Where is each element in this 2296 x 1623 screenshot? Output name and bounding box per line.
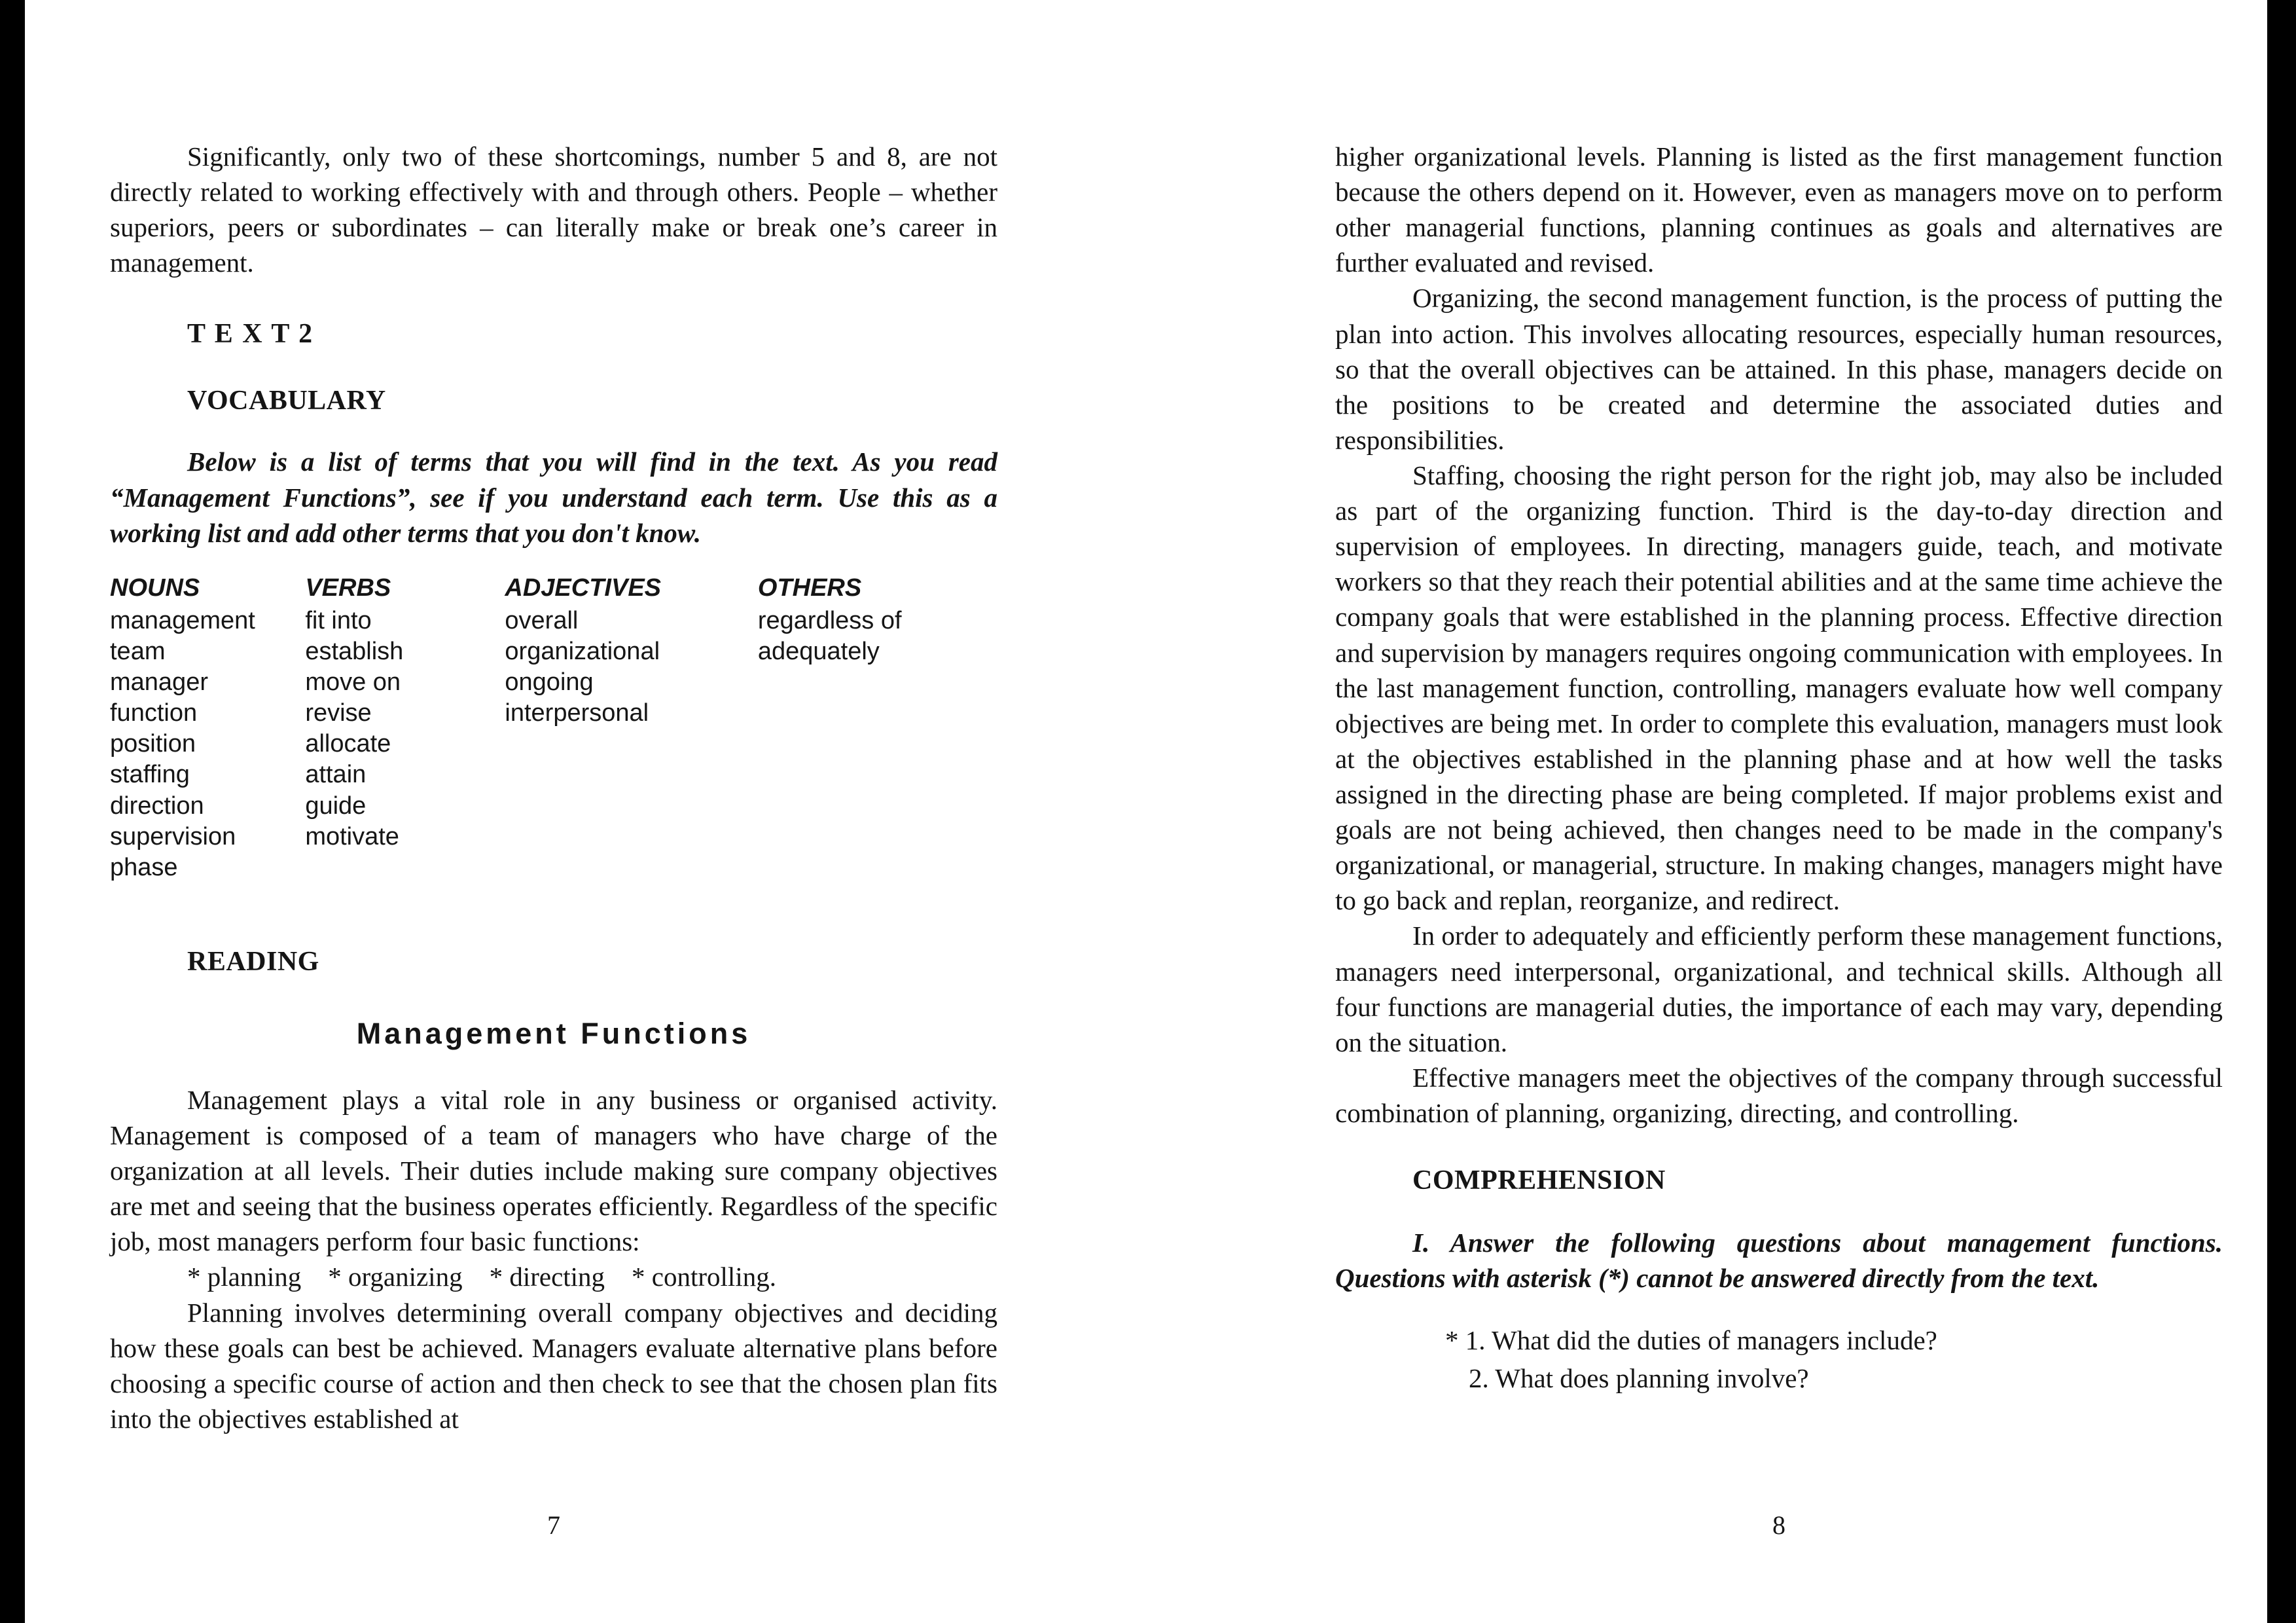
continuation-paragraph: Significantly, only two of these shortcomings, number 5 and 8, are not directly related to working effectively with and through others. People – whether superiors, peers or subordinates – can literally make or break one’s career in management. [110, 141, 997, 278]
page-number-left: 7 [547, 1510, 560, 1540]
vocab-item: establish [305, 637, 404, 665]
vocab-item: team [110, 637, 166, 665]
paragraph: In order to adequately and efficiently perform these management functions, managers need interpersonal, organizational, and technical skills. Although all four functions are managerial duties, the importance of each may vary, depending on the situation. [1335, 921, 2223, 1057]
page-number-right: 8 [1772, 1510, 1785, 1540]
paragraph: Organizing, the second management function, is the process of putting the plan into action. This involves allocating resources, especially human resources, so that the overall objectives can be attained. In this phase, managers decide on the positions to be created and determine the associated duties and responsibilities. [1335, 283, 2223, 455]
vocab-item: attain [305, 761, 367, 789]
vocab-item: allocate [305, 730, 391, 758]
paragraph: higher organizational levels. Planning is listed as the first management function because the others depend on it. However, even as managers move on to perform other managerial functions, planning continues as goals and alternatives are further evaluated and revised. [1335, 141, 2223, 278]
vocab-item: overall [505, 606, 579, 634]
question-1: * 1. What did the duties of managers include? [1445, 1325, 1937, 1356]
vocab-item: phase [110, 853, 178, 881]
vocab-item: adequately [757, 637, 880, 665]
vocab-items-verbs [305, 606, 505, 852]
page-7 [110, 139, 997, 1436]
vocab-item: position [110, 730, 196, 758]
vocab-item: organizational [505, 637, 660, 665]
vocab-item: supervision [110, 822, 236, 850]
scan-edge-left [0, 0, 25, 1623]
questions-list [1335, 1322, 2223, 1397]
vocab-item: management [110, 606, 255, 634]
article-title: Management Functions [356, 1016, 751, 1050]
vocab-item: staffing [110, 761, 190, 789]
vocab-item: move on [305, 668, 401, 697]
vocabulary-instructions: Below is a list of terms that you will find in the text. As you read “Management Functions”, see if you understand each term. Use this as a working list and add other terms that you don't know. [110, 447, 997, 548]
comprehension-instructions: I. Answer the following questions about management functions. Questions with asterisk (*) cannot be answered directly from the text. [1335, 1228, 2223, 1294]
vocab-column-verbs [305, 573, 505, 883]
paragraph: Effective managers meet the objectives of the company through successful combination of planning, organizing, directing, and controlling. [1335, 1062, 2223, 1128]
vocab-item: fit into [305, 606, 372, 634]
vocab-items-adjectives [505, 606, 757, 729]
vocab-item: manager [110, 668, 208, 697]
article-paragraph-2: Planning involves determining overall company objectives and deciding how these goals can best be achieved. Managers evaluate alternative plans before choosing a specific course of action and then check to see that the chosen plan fits into the objectives established at [110, 1297, 997, 1434]
article-paragraph-1: Management plays a vital role in any business or organised activity. Management is composed of a team of managers who have charge of the organization at all levels. Their duties include making sure company objectives are met and seeing that the business operates efficiently. Regardless of the specific job, most managers perform four basic functions: [110, 1084, 997, 1257]
vocab-item: function [110, 699, 198, 727]
vocab-items-nouns [110, 606, 305, 883]
vocab-column-nouns [110, 573, 305, 883]
vocab-header-others: OTHERS [757, 574, 862, 602]
question-2: 2. What does planning involve? [1469, 1362, 1809, 1393]
vocab-column-adjectives [505, 573, 757, 883]
vocab-item: revise [305, 699, 372, 727]
scan-edge-right [2267, 0, 2296, 1623]
vocab-item: guide [305, 792, 367, 820]
page-8 [1335, 139, 2223, 1397]
paragraph: Staffing, choosing the right person for the right job, may also be included as part of the organizing function. Third is the day-to-day direction and supervision of employees. In directing, managers guide, teach, and motivate workers so that they reach their potential abilities and at the same time achieve the company goals that were established in the planning process. Effective direction and supervision by managers requires ongoing communication with employees. In the last management function, controlling, managers evaluate how well company objectives are being met. In order to complete this evaluation, managers must look at the objectives established in the planning phase and at how well the tasks assigned in the directing phase are being completed. If major problems exist and goals are not being achieved, then changes need to be made in the company's organizational, or managerial, structure. In making changes, managers might have to go back and replan, reorganize, and redirect. [1335, 460, 2223, 916]
vocab-header-adjectives: ADJECTIVES [505, 574, 662, 602]
vocab-header-nouns: NOUNS [110, 574, 200, 602]
vocab-item: direction [110, 792, 204, 820]
vocabulary-heading: VOCABULARY [187, 386, 386, 416]
vocab-items-others [758, 606, 997, 667]
reading-heading: READING [187, 946, 319, 977]
vocab-item: regardless of [757, 606, 902, 634]
vocab-item: interpersonal [505, 699, 649, 727]
functions-list-line: * planning * organizing * directing * controlling. [187, 1262, 776, 1292]
comprehension-heading: COMPREHENSION [1412, 1165, 1666, 1196]
vocab-item: motivate [305, 822, 399, 850]
article-body-continued [1335, 139, 2223, 1131]
vocabulary-table [110, 573, 997, 883]
text2-heading: T E X T 2 [187, 319, 314, 350]
vocab-header-verbs: VERBS [305, 574, 391, 602]
vocab-item: ongoing [505, 668, 594, 697]
vocab-column-others [758, 573, 997, 883]
